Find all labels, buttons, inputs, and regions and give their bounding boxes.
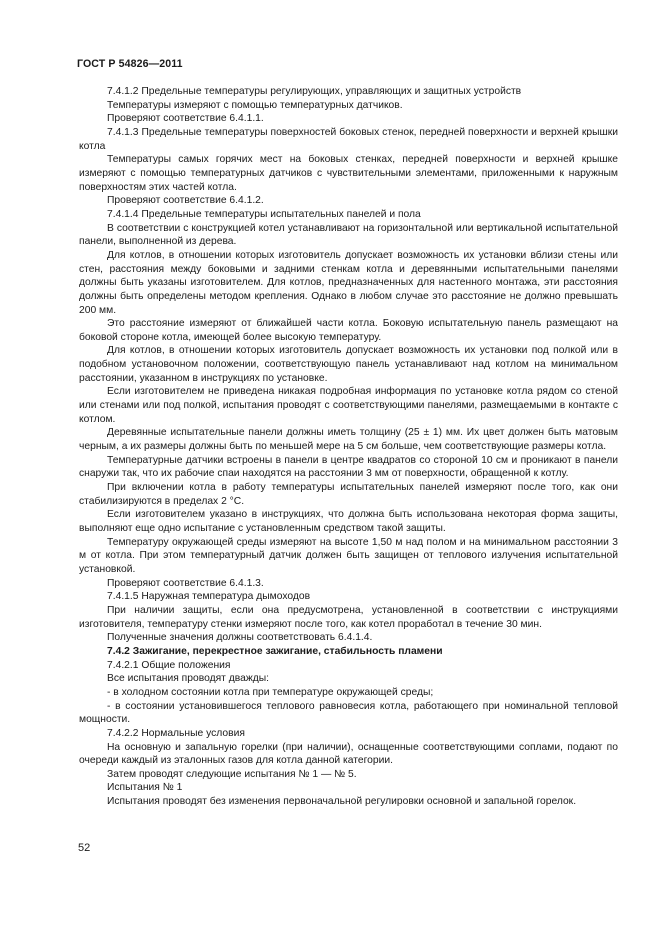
paragraph: Испытания № 1 (107, 782, 183, 794)
paragraph: Полученные значения должны соответствовать 6.4.1.4. (107, 632, 373, 644)
paragraph: 7.4.1.5 Наружная температура дымоходов (107, 591, 311, 603)
paragraph: Если изготовителем указано в инструкциях, что должна быть использована некоторая форма защиты, выполняют еще одно испытание с установленным средством такой защиты. (79, 509, 618, 534)
paragraph: Все испытания проводят дважды: (107, 673, 269, 685)
standard-header: ГОСТ Р 54826—2011 (77, 58, 183, 70)
paragraph: Температурные датчики встроены в панели в центре квадратов со стороной 10 см и проникают в панели снаружи так, что их рабочие спаи находятся на расстоянии 3 мм от поверхности, обращенной к котлу. (79, 454, 618, 480)
paragraph: 7.4.1.2 Предельные температуры регулирующих, управляющих и защитных устройств (107, 86, 522, 97)
paragraph: На основную и запальную горелки (при наличии), оснащенные соответствующими соплами, подают по очереди каждый из эталонных газов для котла данной категории. (79, 741, 618, 767)
paragraph: Проверяют соответствие 6.4.1.3. (107, 577, 264, 589)
paragraph: 7.4.1.3 Предельные температуры поверхностей боковых стенок, передней поверхности и верхней крышки котла (79, 126, 618, 152)
paragraph: При включении котла в работу температуры испытательных панелей измеряют после того, как они стабилизируются в пределах 2 °С. (79, 482, 618, 507)
paragraph: Температуры самых горячих мест на боковых стенках, передней поверхности и верхней крышке измеряют с помощью температурных датчиков с чувствительными элементами, приложенными к наружным поверхностям этих частей котла. (79, 154, 618, 193)
paragraph: - в состоянии установившегося теплового равновесия котла, работающего при номинальной тепловой мощности. (79, 700, 618, 726)
paragraph: Проверяют соответствие 6.4.1.2. (107, 195, 264, 207)
paragraph: Деревянные испытательные панели должны иметь толщину (25 ± 1) мм. Их цвет должен быть матовым черным, а их размеры должны быть по меньшей мере на 5 см больше, чем соответствующие размеры котла. (79, 427, 618, 453)
paragraph: Температуру окружающей среды измеряют на высоте 1,50 м над полом и на минимальном расстоянии 3 м от котла. При этом температурный датчик должен быть защищен от теплового излучения испытательной установкой. (79, 536, 618, 575)
paragraph: Для котлов, в отношении которых изготовитель допускает возможность их установки под полкой или в подобном установочном положении, соответствующую панель устанавливают над котлом на минимальном расстоянии, указанном в инструкциях по установке. (79, 345, 618, 384)
paragraph: При наличии защиты, если она предусмотрена, установленной в соответствии с инструкциями изготовителя, температуру стенки измеряют после того, как котел проработал в течение 30 мин. (79, 604, 618, 630)
paragraph: 7.4.2.2 Нормальные условия (107, 727, 245, 739)
document-body (79, 85, 618, 809)
paragraph: - в холодном состоянии котла при температуре окружающей среды; (107, 686, 434, 698)
paragraph: Для котлов, в отношении которых изготовитель допускает возможность их установки вблизи стены или стен, расстояния между боковыми и задними стенкам котла и деревянными испытательными панелями должны быть указаны изготовителем. Для котлов, предназначенных для настенного монтажа, эти расстояния должны быть определены методом крепления. Однако в любом случае это расстояние не должно превышать 200 мм. (79, 249, 618, 316)
paragraph: Проверяют соответствие 6.4.1.1. (107, 113, 264, 125)
paragraph: 7.4.1.4 Предельные температуры испытательных панелей и пола (107, 208, 421, 220)
paragraph: Это расстояние измеряют от ближайшей части котла. Боковую испытательную панель размещают на боковой стороне котла, имеющей более высокую температуру. (79, 318, 618, 343)
paragraph: Температуры измеряют с помощью температурных датчиков. (107, 99, 403, 111)
section-heading: 7.4.2 Зажигание, перекрестное зажигание, стабильность пламени (107, 645, 443, 657)
paragraph: Испытания проводят без изменения первоначальной регулировки основной и запальной горелок. (107, 796, 577, 808)
paragraph: 7.4.2.1 Общие положения (107, 659, 231, 671)
page-number: 52 (78, 842, 91, 854)
paragraph: Затем проводят следующие испытания № 1 — № 5. (107, 768, 357, 780)
paragraph: В соответствии с конструкцией котел устанавливают на горизонтальной или вертикальной испытательной панели, выполненной из дерева. (79, 222, 618, 248)
paragraph: Если изготовителем не приведена никакая подробная информация по установке котла рядом со стеной или стенами или под полкой, испытания проводят с соответствующими панелями, размещаемыми в контакте с котлом. (79, 386, 618, 425)
